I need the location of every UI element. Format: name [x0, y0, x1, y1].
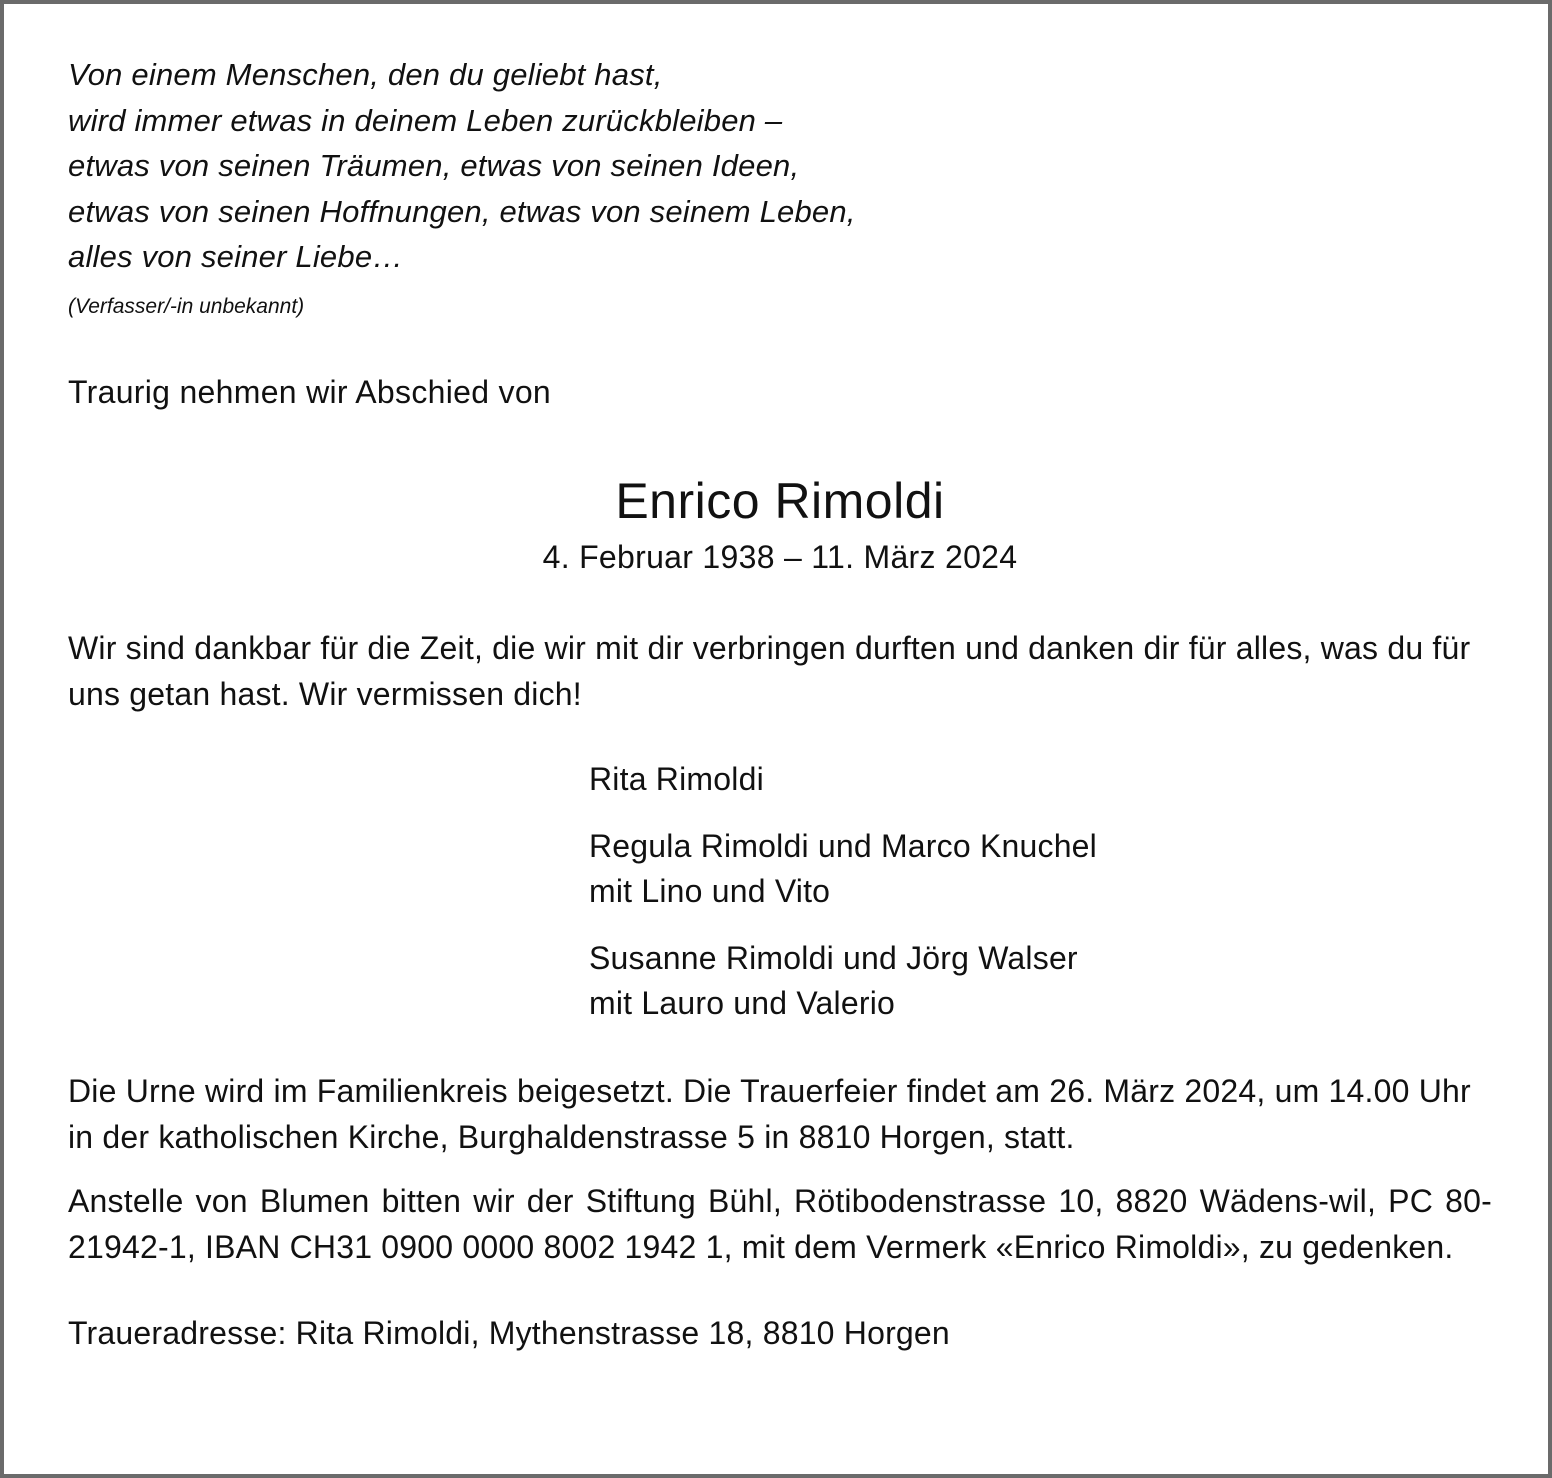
- poem-line: Von einem Menschen, den du geliebt hast,: [68, 57, 663, 92]
- ceremony-info: Die Urne wird im Familienkreis beigesetzt. Die Trauerfeier findet am 26. März 2024, um 14.00 Uhr in der katholischen Kirche, Burghaldenstrasse 5 in 8810 Horgen, statt.: [68, 1072, 1471, 1155]
- poem-line: alles von seiner Liebe…: [68, 239, 404, 274]
- life-dates: 4. Februar 1938 – 11. März 2024: [542, 538, 1018, 575]
- poem: [68, 52, 1492, 280]
- mourner-line: Susanne Rimoldi und Jörg Walser: [589, 939, 1078, 976]
- donation-request: Anstelle von Blumen bitten wir der Stiftung Bühl, Rötibodenstrasse 10, 8820 Wädens-wil, PC 80-21942-1, IBAN CH31 0900 0000 8002 1942 1, mit dem Vermerk «Enrico Rimoldi», zu gedenken.: [68, 1182, 1492, 1265]
- mourners-list: [589, 757, 1492, 1026]
- mourner-line: mit Lauro und Valerio: [589, 984, 895, 1021]
- mourner-line: Rita Rimoldi: [589, 760, 764, 797]
- deceased-name: Enrico Rimoldi: [615, 472, 945, 529]
- poem-author: (Verfasser/-in unbekannt): [68, 294, 305, 318]
- mourning-address: Traueradresse: Rita Rimoldi, Mythenstrasse 18, 8810 Horgen: [68, 1314, 950, 1351]
- mourner-group: [589, 824, 1492, 914]
- farewell-intro: Traurig nehmen wir Abschied von: [68, 373, 552, 410]
- mourner-group: [589, 936, 1492, 1026]
- notice-content: [68, 52, 1492, 1356]
- mourner-line: Regula Rimoldi und Marco Knuchel: [589, 827, 1097, 864]
- poem-line: etwas von seinen Träumen, etwas von seinen Ideen,: [68, 148, 800, 183]
- thanks-text: Wir sind dankbar für die Zeit, die wir mit dir verbringen durften und danken dir für alles, was du für uns getan hast. Wir vermissen dich!: [68, 629, 1471, 712]
- poem-line: wird immer etwas in deinem Leben zurückbleiben –: [68, 102, 783, 138]
- poem-line: etwas von seinen Hoffnungen, etwas von seinem Leben,: [68, 193, 856, 229]
- mourner-line: mit Lino und Vito: [589, 872, 831, 909]
- mourner-group: [589, 757, 1492, 802]
